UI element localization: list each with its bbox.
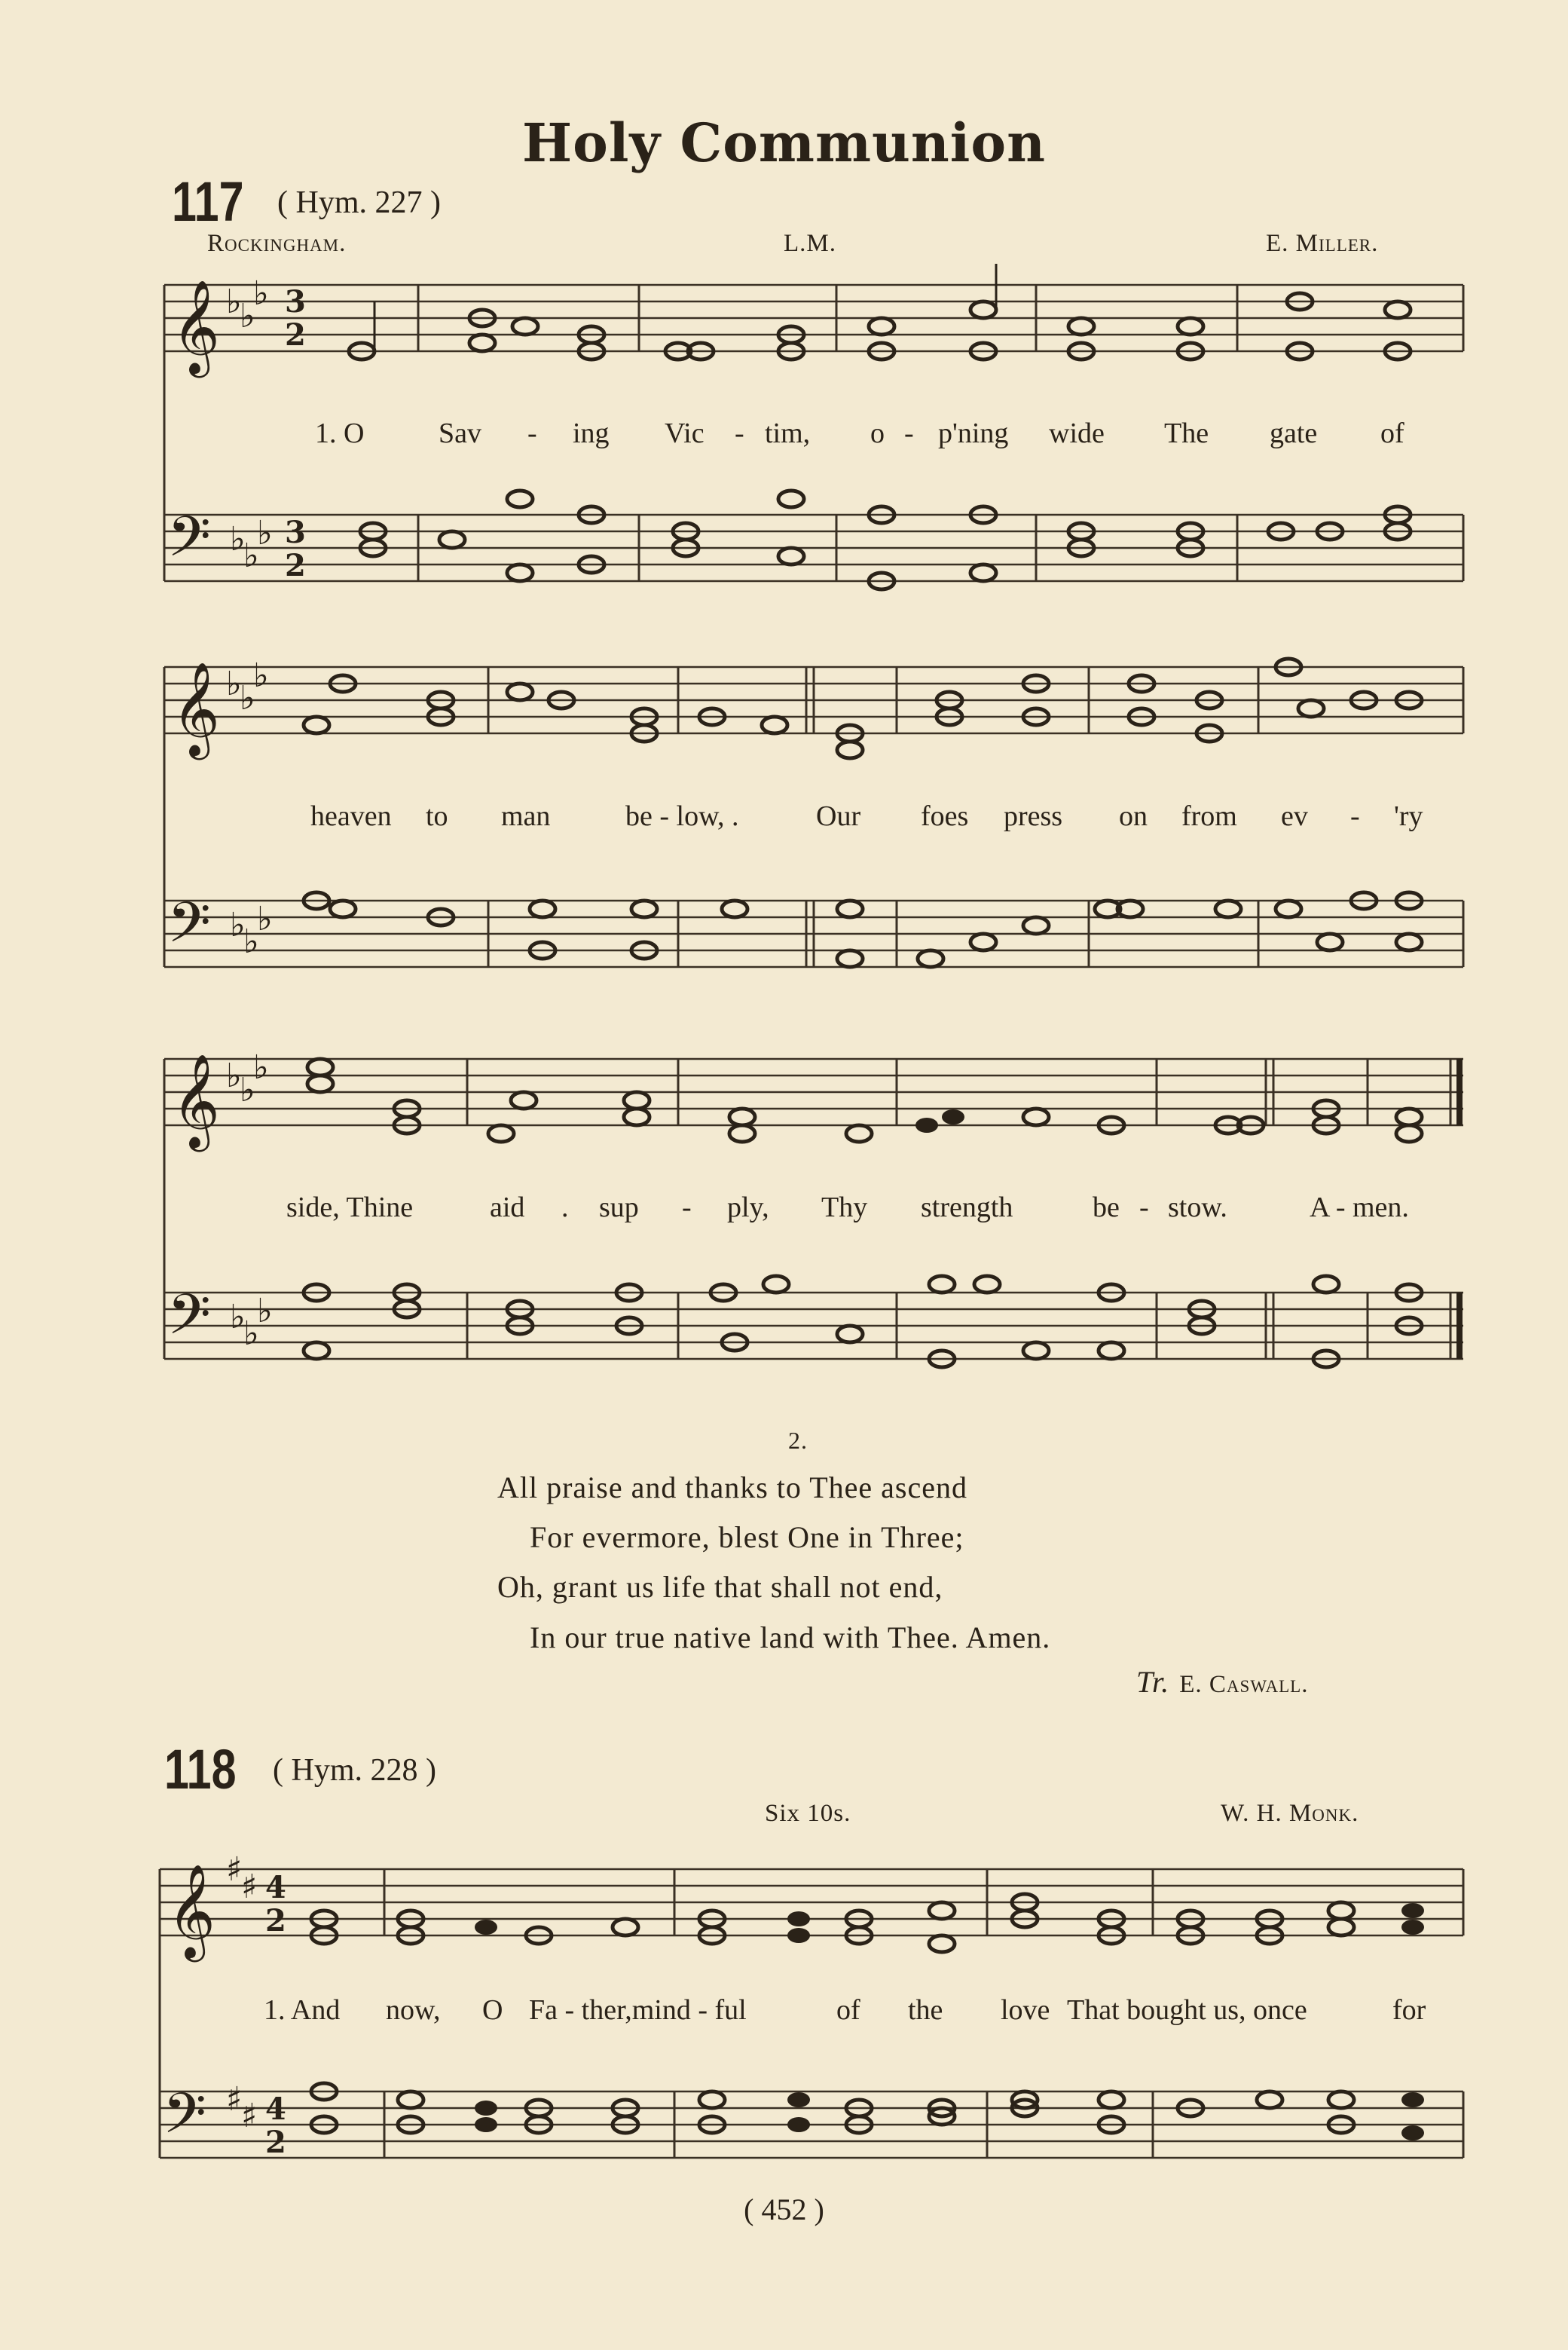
flat-icon: ♭: [226, 283, 242, 321]
svg-text:♭: ♭: [230, 1298, 246, 1336]
svg-text:♭: ♭: [253, 1048, 269, 1087]
svg-text:𝄢: 𝄢: [163, 2081, 206, 2160]
lyric-syllable: wide: [1049, 418, 1105, 449]
lyric-syllable: ev: [1281, 800, 1308, 832]
verse-2-line-1: All praise and thanks to Thee ascend: [497, 1470, 967, 1504]
lyric-syllable: gate: [1270, 418, 1318, 449]
svg-text:♭: ♭: [243, 1314, 259, 1353]
lyric-syllable: The: [1164, 418, 1209, 449]
svg-text:♭: ♭: [243, 537, 259, 575]
svg-text:♭: ♭: [257, 1292, 273, 1330]
lyric-syllable: aid: [490, 1192, 525, 1223]
lyric-syllable: of: [836, 1994, 860, 2026]
lyric-syllable: -: [682, 1192, 692, 1223]
svg-text:♭: ♭: [253, 656, 269, 695]
lyric-syllable: o: [870, 418, 885, 449]
hymn-117-meter: L.M.: [784, 230, 836, 257]
svg-text:𝄞: 𝄞: [172, 1054, 220, 1148]
sharp-icon: ♯: [226, 1850, 243, 1889]
verse-2-line-2: For evermore, blest One in Three;: [530, 1520, 964, 1554]
lyric-syllable: 1. And: [264, 1994, 341, 2026]
lyric-syllable: man: [501, 800, 551, 832]
verse-2-line-4: In our true native land with Thee. Amen.: [530, 1620, 1051, 1654]
svg-text:2: 2: [265, 2125, 286, 2160]
lyric-syllable: A - men.: [1310, 1192, 1409, 1223]
svg-text:♯: ♯: [241, 2097, 258, 2135]
svg-text:♭: ♭: [240, 679, 255, 718]
svg-text:♭: ♭: [240, 297, 255, 335]
svg-text:2: 2: [285, 317, 306, 353]
system-1-treble-staff: [164, 264, 1463, 378]
lyric-syllable: -: [1350, 800, 1360, 832]
verse-number: 2.: [788, 1427, 808, 1454]
translator-credit: [1136, 1664, 1308, 1700]
lyric-syllable: ing: [573, 418, 610, 449]
hymn-118-reference: ( Hym. 228 ): [273, 1753, 436, 1788]
lyric-syllable: tim,: [765, 418, 811, 449]
hymn-118-meter: Six 10s.: [765, 1800, 851, 1827]
translator-prefix: Tr.: [1136, 1665, 1170, 1699]
svg-text:♭: ♭: [257, 900, 273, 938]
lyric-syllable: the: [908, 1994, 943, 2026]
lyric-syllable: be - low, .: [625, 800, 739, 832]
page-number: ( 452 ): [744, 2192, 824, 2226]
lyric-syllable: -: [527, 418, 537, 449]
lyric-syllable: stow.: [1168, 1192, 1227, 1223]
system-2-treble-staff: [164, 656, 1463, 760]
svg-text:♯: ♯: [226, 2080, 243, 2119]
svg-text:4: 4: [265, 2091, 286, 2127]
svg-text:♭: ♭: [226, 1057, 242, 1095]
lyric-syllable: now,: [386, 1994, 441, 2026]
svg-text:2: 2: [265, 1903, 286, 1938]
treble-clef-icon: 𝄞: [172, 280, 220, 374]
verse-2-line-3: Oh, grant us life that shall not end,: [497, 1570, 943, 1604]
hymn-117-reference: ( Hym. 227 ): [277, 185, 441, 220]
svg-text:3: 3: [285, 284, 306, 320]
lyric-syllable: strength: [921, 1192, 1013, 1223]
lyric-syllable: for: [1392, 1994, 1426, 2026]
lyric-syllable: Thy: [821, 1192, 868, 1223]
lyric-syllable: -: [735, 418, 744, 449]
hymn-117-number: 117: [172, 170, 244, 233]
lyric-syllable: love: [1001, 1994, 1050, 2026]
hymn-117-composer: E. Miller.: [1266, 230, 1379, 257]
svg-text:♭: ♭: [253, 274, 269, 313]
lyric-syllable: Our: [816, 800, 861, 832]
hymn-118-number: 118: [164, 1738, 237, 1801]
svg-text:3: 3: [285, 515, 306, 550]
lyric-syllable: 1. O: [315, 418, 365, 449]
hymn-117-tune: Rockingham.: [207, 230, 347, 257]
svg-text:𝄞: 𝄞: [172, 662, 220, 756]
lyric-syllable: Vic: [665, 418, 705, 449]
svg-text:♭: ♭: [230, 520, 246, 558]
lyric-syllable: That bought us, once: [1067, 1994, 1307, 2026]
lyric-syllable: p'ning: [938, 418, 1009, 449]
lyric-syllable: ply,: [727, 1192, 769, 1223]
svg-text:2: 2: [285, 548, 306, 583]
svg-text:♭: ♭: [243, 923, 259, 961]
hymn-118-composer: W. H. Monk.: [1221, 1800, 1359, 1827]
lyric-syllable: be: [1093, 1192, 1120, 1223]
lyric-syllable: side, Thine: [286, 1192, 414, 1223]
lyric-syllable: of: [1380, 418, 1404, 449]
lyric-syllable: on: [1119, 800, 1148, 832]
lyric-syllable: .: [561, 1192, 569, 1223]
lyric-syllable: -: [1139, 1192, 1149, 1223]
svg-text:𝄢: 𝄢: [167, 890, 211, 969]
hymn-118-treble-staff: [160, 1850, 1463, 1962]
svg-text:♭: ♭: [230, 906, 246, 944]
lyric-syllable: press: [1004, 800, 1063, 832]
svg-text:♭: ♭: [226, 665, 242, 703]
lyric-syllable: Sav: [439, 418, 481, 449]
lyric-syllable: -: [904, 418, 914, 449]
page-title: Holy Communion: [522, 112, 1046, 174]
lyric-syllable: O: [482, 1994, 503, 2026]
lyric-syllable: foes: [921, 800, 969, 832]
lyric-syllable: 'ry: [1394, 800, 1423, 832]
svg-text:♭: ♭: [240, 1071, 255, 1109]
svg-text:𝄞: 𝄞: [167, 1864, 215, 1958]
svg-text:♯: ♯: [241, 1868, 258, 1906]
svg-text:𝄢: 𝄢: [167, 1282, 211, 1361]
lyric-syllable: sup: [599, 1192, 639, 1223]
svg-text:♭: ♭: [257, 514, 273, 552]
lyric-syllable: to: [426, 800, 448, 832]
translator-name: E. Caswall.: [1179, 1671, 1309, 1698]
system-3-treble-staff: [164, 1048, 1463, 1152]
bass-clef-icon: 𝄢: [167, 504, 211, 583]
lyric-syllable: heaven: [310, 800, 392, 832]
svg-text:4: 4: [265, 1870, 286, 1905]
lyric-syllable: Fa - ther,mind - ful: [529, 1994, 747, 2026]
lyric-syllable: from: [1181, 800, 1237, 832]
